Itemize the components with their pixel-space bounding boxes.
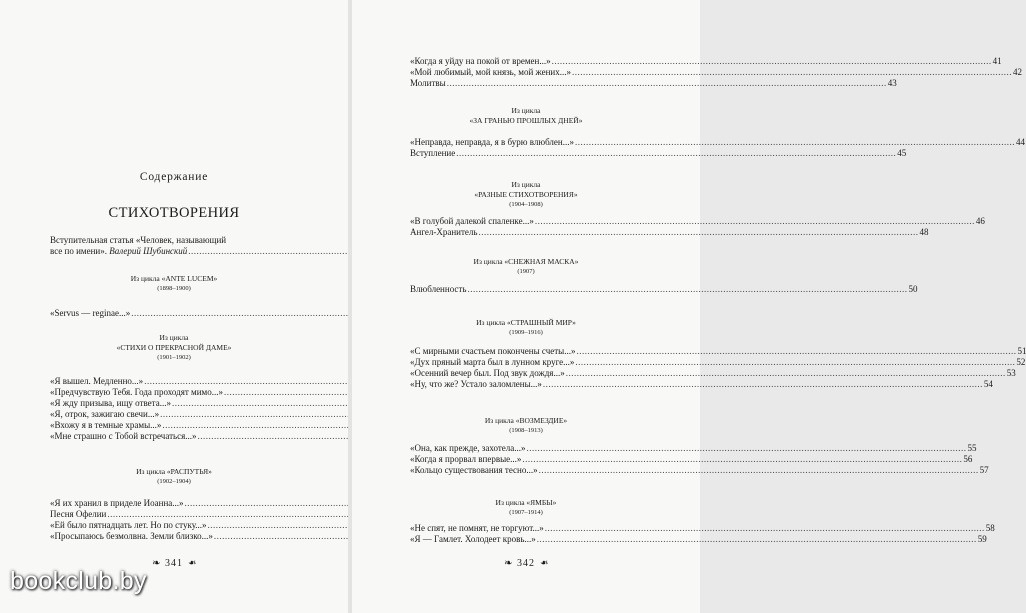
- toc-entry-title: Песня Офелии: [50, 509, 107, 519]
- toc-entry-title: «Она, как прежде, захотела...»: [410, 443, 526, 453]
- toc-entry-page: 58: [985, 523, 995, 533]
- cycle-years: (1901–1902): [157, 354, 191, 361]
- toc-entry: [50, 431, 295, 442]
- cycle-years: (1907): [517, 268, 535, 275]
- toc-entry-title: «Просыпаюсь безмолвна. Земли близко...»: [50, 531, 213, 541]
- leader-dots: [575, 137, 1015, 148]
- cycle-heading: [352, 498, 700, 518]
- toc-entry: [410, 56, 1002, 67]
- toc-entry-title: «Когда я прорвал впервые...»: [410, 454, 522, 464]
- ornament-icon: ❧: [538, 558, 548, 569]
- toc-entry-page: 57: [979, 465, 989, 475]
- toc-entry-title: «Предчувствую Тебя. Года проходят мимо...»: [50, 387, 223, 397]
- toc-entry: [410, 216, 985, 227]
- toc-entry-title: «Не спят, не помнят, не торгуют...»: [410, 523, 544, 533]
- ornament-icon: ❧: [152, 558, 162, 569]
- cycle-heading: [352, 180, 700, 210]
- toc-entry-page: 59: [977, 534, 987, 544]
- leader-dots: [576, 346, 1016, 357]
- cycle-years: (1907–1914): [509, 509, 543, 516]
- toc-entry: [50, 376, 295, 387]
- leader-dots: [527, 443, 967, 454]
- page-number-text: 342: [517, 558, 535, 569]
- cycle-heading: [0, 333, 348, 363]
- toc-entry-title: «Когда я уйду на покой от времен...»: [410, 56, 551, 66]
- toc-entry-title: «Ну, что же? Устало заломлены...»: [410, 379, 542, 389]
- toc-entry-title: «Ей было пятнадцать лет. Но по стуку...»: [50, 520, 207, 530]
- leader-dots: [566, 368, 1006, 379]
- toc-entry-page: 48: [919, 227, 929, 237]
- leader-dots: [537, 534, 977, 545]
- toc-entry-page: 50: [908, 284, 918, 294]
- cycle-heading: [352, 318, 700, 338]
- left-page: [0, 0, 348, 613]
- toc-entry-title: «Я — Гамлет. Холодеет кровь...»: [410, 534, 536, 544]
- cycle-title: «РАЗНЫЕ СТИХОТВОРЕНИЯ»: [474, 190, 578, 199]
- ornament-icon: ❧: [504, 558, 514, 569]
- leader-dots: [552, 56, 992, 67]
- leader-dots: [522, 454, 962, 465]
- toc-entry: [50, 531, 295, 542]
- toc-entry-page: 45: [897, 148, 907, 158]
- toc-entry: [50, 509, 295, 520]
- ornament-icon: ❧: [186, 558, 196, 569]
- toc-entry-title: «Мой любимый, мой князь, мой жених...»: [410, 67, 572, 77]
- cycle-years: (1902–1904): [157, 478, 191, 485]
- cycle-label: Из цикла «РАСПУТЬЯ»: [136, 467, 212, 476]
- cycle-heading: [0, 274, 348, 294]
- toc-entry-page: 54: [983, 379, 993, 389]
- toc-entry: [410, 465, 989, 476]
- cycle-prefix: Из цикла: [511, 180, 541, 189]
- toc-entry-title: Влюбленность: [410, 284, 467, 294]
- cycle-label: Из цикла «ЯМБЫ»: [495, 498, 557, 507]
- leader-dots: [456, 148, 896, 159]
- cycle-title: «ЗА ГРАНЬЮ ПРОШЛЫХ ДНЕЙ»: [469, 116, 583, 125]
- cycle-years: (1898–1900): [157, 285, 191, 292]
- leader-dots: [545, 523, 985, 534]
- leader-dots: [479, 227, 919, 238]
- toc-entry: [410, 137, 1025, 148]
- toc-entry-page: 43: [887, 78, 897, 88]
- cycle-prefix: Из цикла: [511, 106, 541, 115]
- page-number-right: [352, 558, 700, 569]
- toc-entry-title: «Я, отрок, зажигаю свечи...»: [50, 409, 160, 419]
- cycle-heading: [352, 106, 700, 126]
- cycle-heading: [0, 467, 348, 487]
- watermark-logo: bookclub.by: [10, 567, 147, 595]
- toc-entry-title: «Кольцо существования тесно...»: [410, 465, 538, 475]
- cycle-label: Из цикла «ANTE LUCEM»: [130, 274, 218, 283]
- leader-dots: [467, 284, 907, 295]
- leader-dots: [543, 379, 983, 390]
- toc-entry: [410, 284, 918, 295]
- leader-dots: [575, 357, 1015, 368]
- toc-entry: [50, 387, 295, 398]
- toc-entry-page: 53: [1006, 368, 1016, 378]
- cycle-label: Из цикла «ВОЗМЕЗДИЕ»: [484, 416, 568, 425]
- toc-entry-title: Вступление: [410, 148, 456, 158]
- toc-entry-title: «Servus — reginae...»: [50, 308, 131, 318]
- section-title: СТИХОТВОРЕНИЯ: [108, 205, 240, 221]
- toc-entry: [50, 420, 295, 431]
- cycle-title: «СТИХИ О ПРЕКРАСНОЙ ДАМЕ»: [116, 343, 232, 352]
- toc-entry-page: 41: [992, 56, 1002, 66]
- toc-entry-title: «В голубой далекой спаленке...»: [410, 216, 534, 226]
- toc-heading: Содержание: [139, 171, 209, 183]
- toc-entry-page: 52: [1016, 357, 1026, 367]
- toc-entry: [410, 67, 1023, 78]
- toc-entry-page: 55: [967, 443, 977, 453]
- toc-entry-page: 42: [1013, 67, 1023, 77]
- intro-entry: [50, 235, 300, 246]
- cycle-label: Из цикла «СТРАШНЫЙ МИР»: [476, 318, 576, 327]
- toc-entry: [50, 498, 295, 509]
- toc-entry-title: «С мирными счастьем покончены счеты...»: [410, 346, 576, 356]
- toc-entry-title: «Неправда, неправда, я в бурю влюблен...»: [410, 137, 574, 147]
- toc-entry: [410, 443, 977, 454]
- cycle-years: (1908–1913): [509, 427, 543, 434]
- toc-entry: [50, 409, 295, 420]
- toc-entry: [410, 523, 995, 534]
- cycle-years: (1909–1916): [509, 329, 543, 336]
- leader-dots: [447, 78, 887, 89]
- toc-entry: [50, 308, 295, 319]
- cycle-heading: [352, 257, 700, 277]
- intro-entry-line2: [50, 246, 295, 257]
- intro-author: Валерий Шубинский: [109, 246, 188, 256]
- toc-entry: [410, 78, 897, 89]
- toc-entry-page: 46: [975, 216, 985, 226]
- cycle-prefix: Из цикла: [159, 333, 189, 342]
- leader-dots: [535, 216, 975, 227]
- intro-line1: Вступительная статья «Человек, называющий: [50, 235, 227, 245]
- toc-entry-title: «Мне страшно с Тобой встречаться...»: [50, 431, 197, 441]
- toc-entry-title: Ангел-Хранитель: [410, 227, 478, 237]
- page-number-text: 341: [165, 558, 183, 569]
- toc-entry-title: «Дух пряный марта был в лунном круге...»: [410, 357, 575, 367]
- toc-entry: [410, 534, 987, 545]
- toc-entry: [410, 379, 993, 390]
- toc-entry-page: 51: [1017, 346, 1026, 356]
- toc-entry-page: 56: [963, 454, 973, 464]
- leader-dots: [539, 465, 979, 476]
- toc-entry-title: «Я их хранил в приделе Иоанна...»: [50, 498, 184, 508]
- cycle-heading: [352, 416, 700, 436]
- toc-entry: [50, 520, 295, 531]
- cycle-years: (1904–1908): [509, 201, 543, 208]
- cycle-label: Из цикла «СНЕЖНАЯ МАСКА»: [473, 257, 579, 266]
- toc-entry: [410, 148, 907, 159]
- toc-entry-title: «Осенний вечер был. Под звук дождя...»: [410, 368, 565, 378]
- toc-entry: [410, 357, 1026, 368]
- toc-entry: [410, 454, 973, 465]
- toc-entry-title: «Я вышел. Медленно...»: [50, 376, 144, 386]
- right-page: [352, 0, 1026, 613]
- toc-entry: [50, 398, 295, 409]
- toc-entry-title: «Вхожу я в темные храмы...»: [50, 420, 162, 430]
- intro-line2: все по имени».: [50, 246, 108, 256]
- toc-entry: [410, 368, 1016, 379]
- toc-entry-title: Молитвы: [410, 78, 446, 88]
- leader-dots: [572, 67, 1012, 78]
- toc-entry: [410, 227, 929, 238]
- toc-entry: [410, 346, 1026, 357]
- toc-entry-page: 44: [1015, 137, 1025, 147]
- toc-entry-title: «Я жду призыва, ищу ответа...»: [50, 398, 171, 408]
